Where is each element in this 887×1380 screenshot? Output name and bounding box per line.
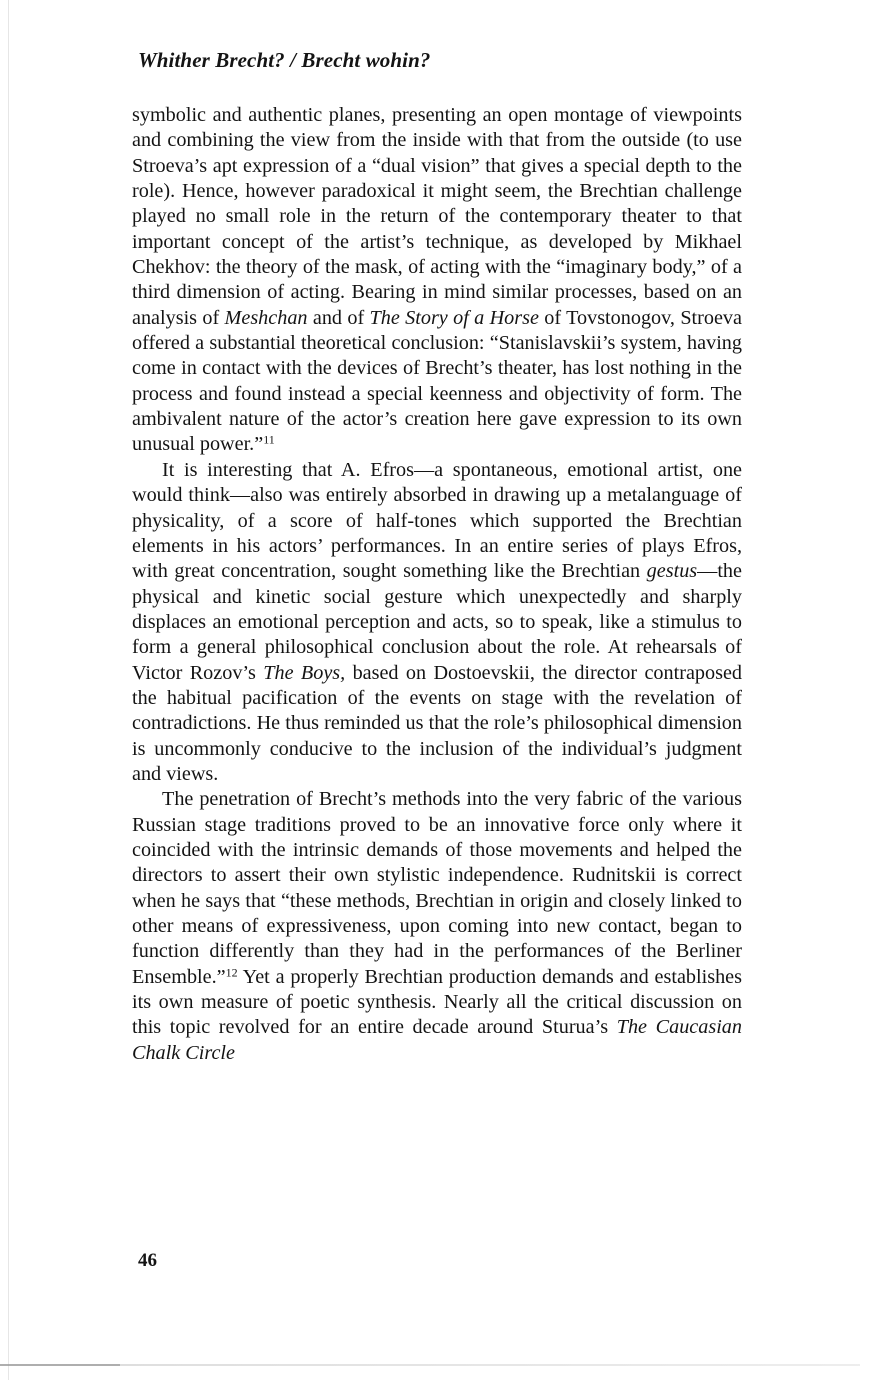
text-segment: based on Dostoevskii, the director contraposed the habitual pacification of the events on stage with the revelation of contradictions. He thus reminded us that the role’s philosophical dimension is uncommonly conducive to the inclusion of the individual’s judgment and views. — [132, 661, 743, 785]
scan-artifact-line — [0, 1364, 860, 1366]
title-story-of-a-horse: The Story of a Horse — [369, 306, 539, 329]
running-head: Whither Brecht? / Brecht wohin? — [138, 48, 431, 72]
title-the-boys: The Boys, — [263, 661, 346, 684]
text-segment: It is interesting that A. Efros—a spontaneous, emotional artist, one would think—also was entirely absorbed in drawing up a metalanguage of physicality, of a score of half-tones which supported the Brechtian elements in his actors’ performances. In an entire series of plays Efros, with great concentration, sought something like the Brechtian — [132, 458, 742, 583]
title-caucasian-chalk-circle: The Caucasian Chalk Circle — [132, 1016, 742, 1064]
text-segment: The penetration of Brecht’s methods into the very fabric of the various Russian stage traditions proved to be an innovative force only where it coincided with the intrinsic demands of those movements and helped the directors to assert their own stylistic independence. Rudnitskii is correct when he says that “these methods, Brechtian in origin and closely linked to other means of expressiveness, upon coming into new contact, began to function differently than they had in the performances of the Berliner Ensemble.” — [132, 788, 742, 988]
body-text — [132, 103, 742, 1066]
page-number: 46 — [138, 1250, 157, 1271]
paragraph-3 — [132, 787, 742, 1066]
page-edge-line — [8, 0, 9, 1380]
title-meshchan: Meshchan — [224, 306, 308, 329]
footnote-ref-11: 11 — [263, 432, 275, 447]
footnote-ref-12: 12 — [225, 965, 238, 980]
text-segment: of Tovstonogov, Stroeva offered a substantial theoretical conclusion: “Stanislavskii’s system, having come in contact with the devices of Brecht’s theater, has lost nothing in the process and found instead a special keenness and objectivity of form. The ambivalent nature of the actor’s creation here gave expression to its own unusual power.” — [132, 306, 742, 456]
text-segment: symbolic and authentic planes, presenting an open montage of viewpoints and combining the view from the inside with that from the outside (to use Stroeva’s apt expression of a “dual vision” that gives a special depth to the role). Hence, however paradoxical it might seem, the Brechtian challenge played no small role in the return of the contemporary theater to that important concept of the artist’s technique, as developed by Mikhael Chekhov: the theory of the mask, of acting with the “imaginary body,” of a third dimension of acting. Bearing in mind similar processes, based on an analysis of — [132, 104, 742, 329]
term-gestus: gestus — [646, 560, 698, 583]
text-segment: Yet a properly Brechtian production demands and establishes its own measure of poetic synthesis. Nearly all the critical discussion on this topic revolved for an entire decade around Sturua’s — [132, 965, 742, 1039]
text-segment: and of — [307, 306, 370, 329]
text-segment: —the physical and kinetic social gesture which unexpectedly and sharply displaces an emotional perception and acts, so to speak, like a stimulus to form a general philosophical conclusion about the role. At rehearsals of Victor Rozov’s — [132, 560, 742, 684]
paragraph-1 — [132, 103, 742, 458]
paragraph-2 — [132, 458, 742, 787]
